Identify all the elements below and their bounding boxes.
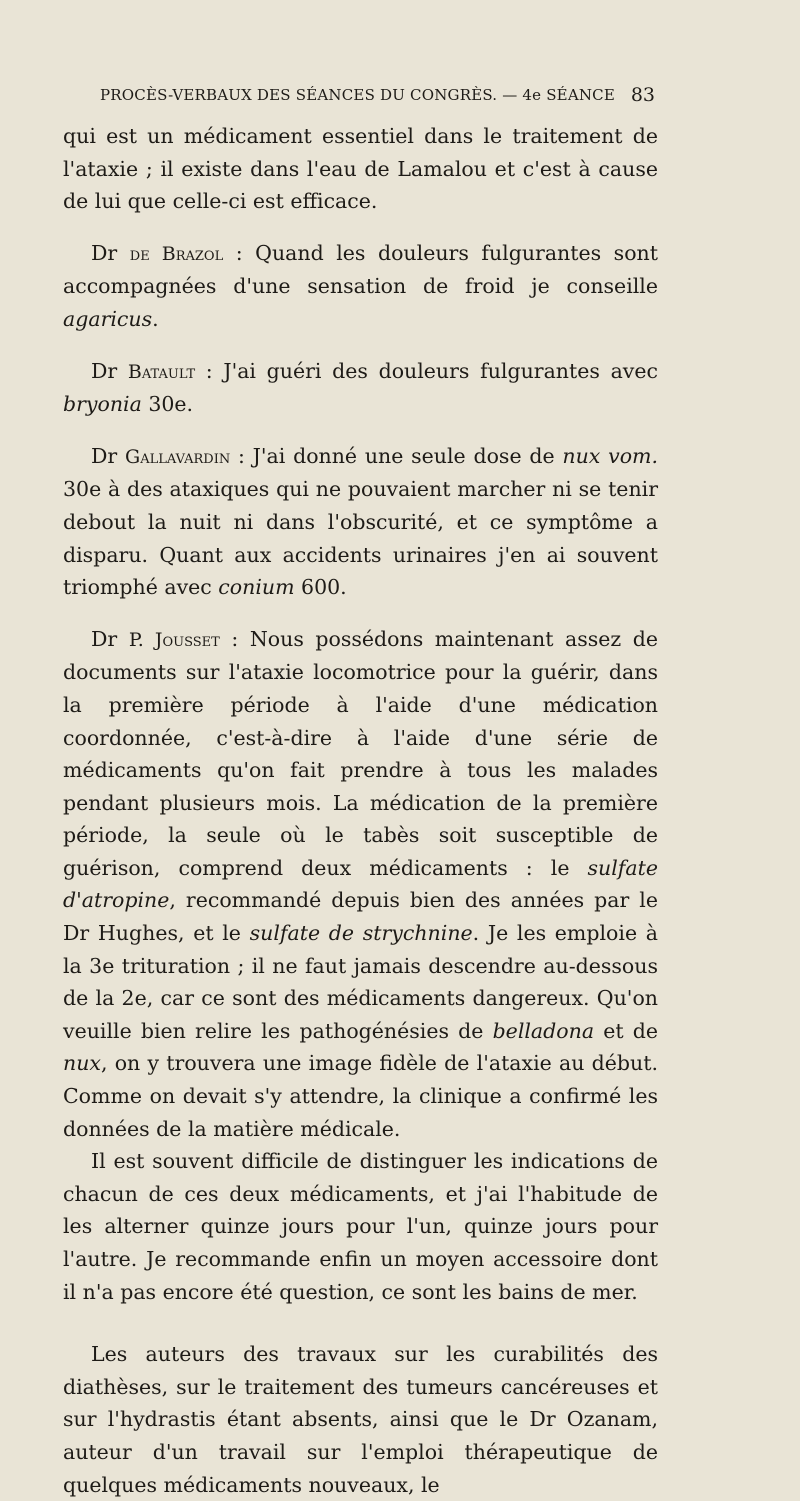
running-header xyxy=(100,86,655,112)
paragraph-text: Les auteurs des travaux sur les curabilités des diathèses, sur le traitement des tumeurs cancéreuses et sur l'hydrastis étant absents, ainsi que le Dr Ozanam, auteur d'un travail sur l'emploi thérapeutique de quelques médicaments nouveaux, le xyxy=(63,1342,658,1497)
paragraph-text: . Je les emploie à la 3e trituration ; il ne faut jamais descendre au-dessous de la 2e, car ce sont des médicaments dangereux. Qu'on veuille bien relire les pathogénésies de xyxy=(63,921,658,1043)
paragraph-text: et de xyxy=(594,1018,658,1043)
paragraph-absent-authors xyxy=(63,1338,658,1501)
paragraph-text: . xyxy=(152,306,159,331)
paragraph-text: : J'ai guéri des douleurs fulgurantes avec xyxy=(195,358,658,383)
paragraph-text: : J'ai donné une seule dose de xyxy=(230,443,563,468)
remedy-name: nux vom. xyxy=(562,443,658,468)
paragraph-text: , recommandé depuis bien des années par le Dr Hughes, et le xyxy=(63,888,658,946)
paragraph-text: , on y trouvera une image fidèle de l'ataxie au début. Comme on devait s'y attendre, la clinique a confirmé les données de la matière médicale. xyxy=(63,1051,658,1141)
remedy-name: bryonia xyxy=(63,392,142,417)
paragraph-text: : Nous possédons maintenant assez de documents sur l'ataxie locomotrice pour la guérir, dans la première période à l'aide d'une médication coordonnée, c'est-à-dire à l'aide d'une série de médicaments qu'on fait prendre à tous les malades pendant plusieurs mois. La médication de la première période, la seule où le tabès soit susceptible de guérison, comprend deux médicaments : le xyxy=(63,626,658,880)
speaker-name: P. Jousset xyxy=(128,628,220,651)
remedy-name: conium xyxy=(218,575,295,600)
remedy-name: nux xyxy=(63,1051,101,1076)
paragraph-batault xyxy=(63,355,658,421)
speaker-name: Gallavardin xyxy=(125,445,231,468)
paragraph-brazol xyxy=(63,237,658,336)
doctor-title: Dr xyxy=(91,626,118,651)
speaker-name: de Brazol xyxy=(129,242,224,265)
remedy-name: sulfate de strychnine xyxy=(249,921,473,946)
paragraph-continuation xyxy=(63,120,658,218)
page-number: 83 xyxy=(630,84,655,106)
paragraph-jousset-continued xyxy=(63,1145,658,1308)
paragraph-text: 600. xyxy=(294,575,347,600)
paragraph-gallavardin xyxy=(63,440,658,604)
remedy-name: agaricus xyxy=(63,306,153,331)
paragraph-text: Il est souvent difficile de distinguer les indications de chacun de ces deux médicaments, et j'ai l'habitude de les alterner quinze jours pour l'un, quinze jours pour l'autre. Je recommande enfin un moyen accessoire dont il n'a pas encore été question, ce sont les bains de mer. xyxy=(63,1149,658,1304)
paragraph-text: : Quand les douleurs fulgurantes sont accompagnées d'une sensation de froid je conseille xyxy=(63,240,658,299)
speaker-name: Batault xyxy=(127,360,196,383)
paragraph-jousset xyxy=(63,623,658,1146)
paragraph-text: 30e. xyxy=(141,392,194,417)
doctor-title: Dr xyxy=(91,240,118,265)
doctor-title: Dr xyxy=(91,358,118,383)
paragraph-text: qui est un médicament essentiel dans le traitement de l'ataxie ; il existe dans l'eau de Lamalou et c'est à cause de lui que celle-ci est efficace. xyxy=(63,124,658,214)
paragraph-text: 30e à des ataxiques qui ne pouvaient marcher ni se tenir debout la nuit ni dans l'obscurité, et ce symptôme a disparu. Quant aux accidents urinaires j'en ai souvent triomphé avec xyxy=(63,477,658,600)
running-title: PROCÈS-VERBAUX DES SÉANCES DU CONGRÈS. — 4e SÉANCE xyxy=(100,86,616,104)
page-body xyxy=(63,120,658,1501)
remedy-name: sulfate d'atropine xyxy=(63,855,658,913)
remedy-name: belladona xyxy=(492,1018,595,1043)
doctor-title: Dr xyxy=(91,443,118,468)
